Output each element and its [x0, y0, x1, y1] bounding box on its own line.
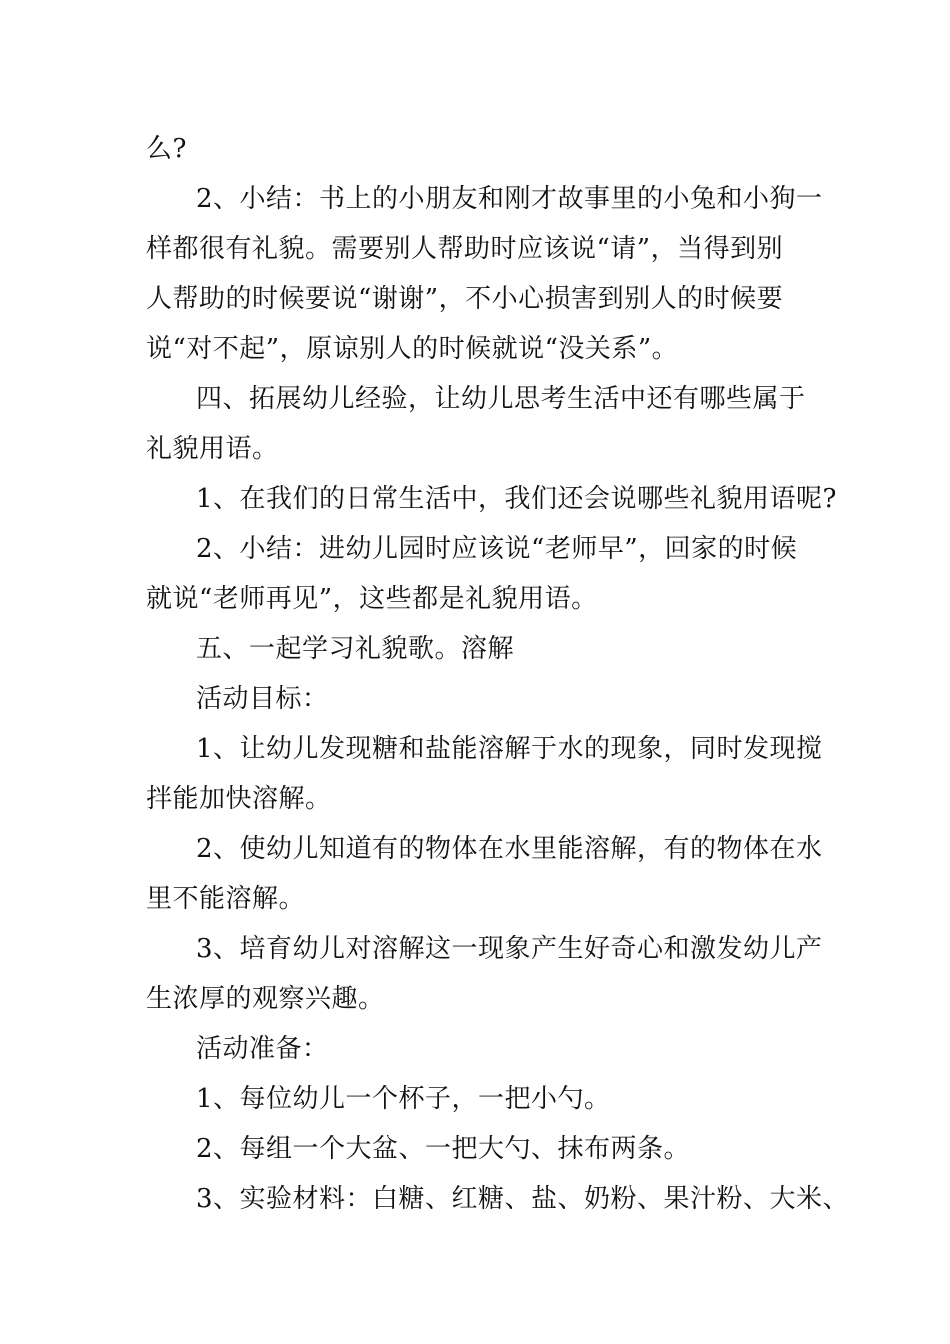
text-line: 人帮助的时候要说“谢谢”，不小心损害到别人的时候要 [146, 284, 784, 314]
text-line: 2、使幼儿知道有的物体在水里能溶解，有的物体在水 [196, 834, 823, 864]
text-line: 3、培育幼儿对溶解这一现象产生好奇心和激发幼儿产 [196, 934, 823, 964]
text-line: 1、在我们的日常生活中，我们还会说哪些礼貌用语呢? [196, 484, 837, 514]
text-line: 2、每组一个大盆、一把大勺、抹布两条。 [196, 1134, 691, 1164]
text-line: 2、小结：书上的小朋友和刚才故事里的小兔和小狗一 [196, 184, 823, 214]
section-heading: 五、一起学习礼貌歌。溶解 [196, 634, 515, 664]
subheading: 活动目标： [196, 684, 329, 714]
text-line: 就说“老师再见”，这些都是礼貌用语。 [146, 584, 598, 614]
text-line: 拌能加快溶解。 [146, 784, 332, 814]
subheading: 活动准备： [196, 1034, 329, 1064]
text-line: 礼貌用语。 [146, 434, 279, 464]
text-line: 2、小结：进幼儿园时应该说“老师早”，回家的时候 [196, 534, 798, 564]
text-line: 生浓厚的观察兴趣。 [146, 984, 385, 1014]
text-line: 1、让幼儿发现糖和盐能溶解于水的现象，同时发现搅 [196, 734, 823, 764]
text-line: 3、实验材料：白糖、红糖、盐、奶粉、果汁粉、大米、 [196, 1184, 850, 1214]
text-line: 里不能溶解。 [146, 884, 306, 914]
text-line: 1、每位幼儿一个杯子，一把小勺。 [196, 1084, 611, 1114]
text-line: 么? [146, 134, 187, 164]
section-heading: 四、拓展幼儿经验，让幼儿思考生活中还有哪些属于 [196, 384, 806, 414]
text-line: 样都很有礼貌。需要别人帮助时应该说“请”，当得到别 [146, 234, 784, 264]
text-line: 说“对不起”，原谅别人的时候就说“没关系”。 [146, 334, 679, 364]
